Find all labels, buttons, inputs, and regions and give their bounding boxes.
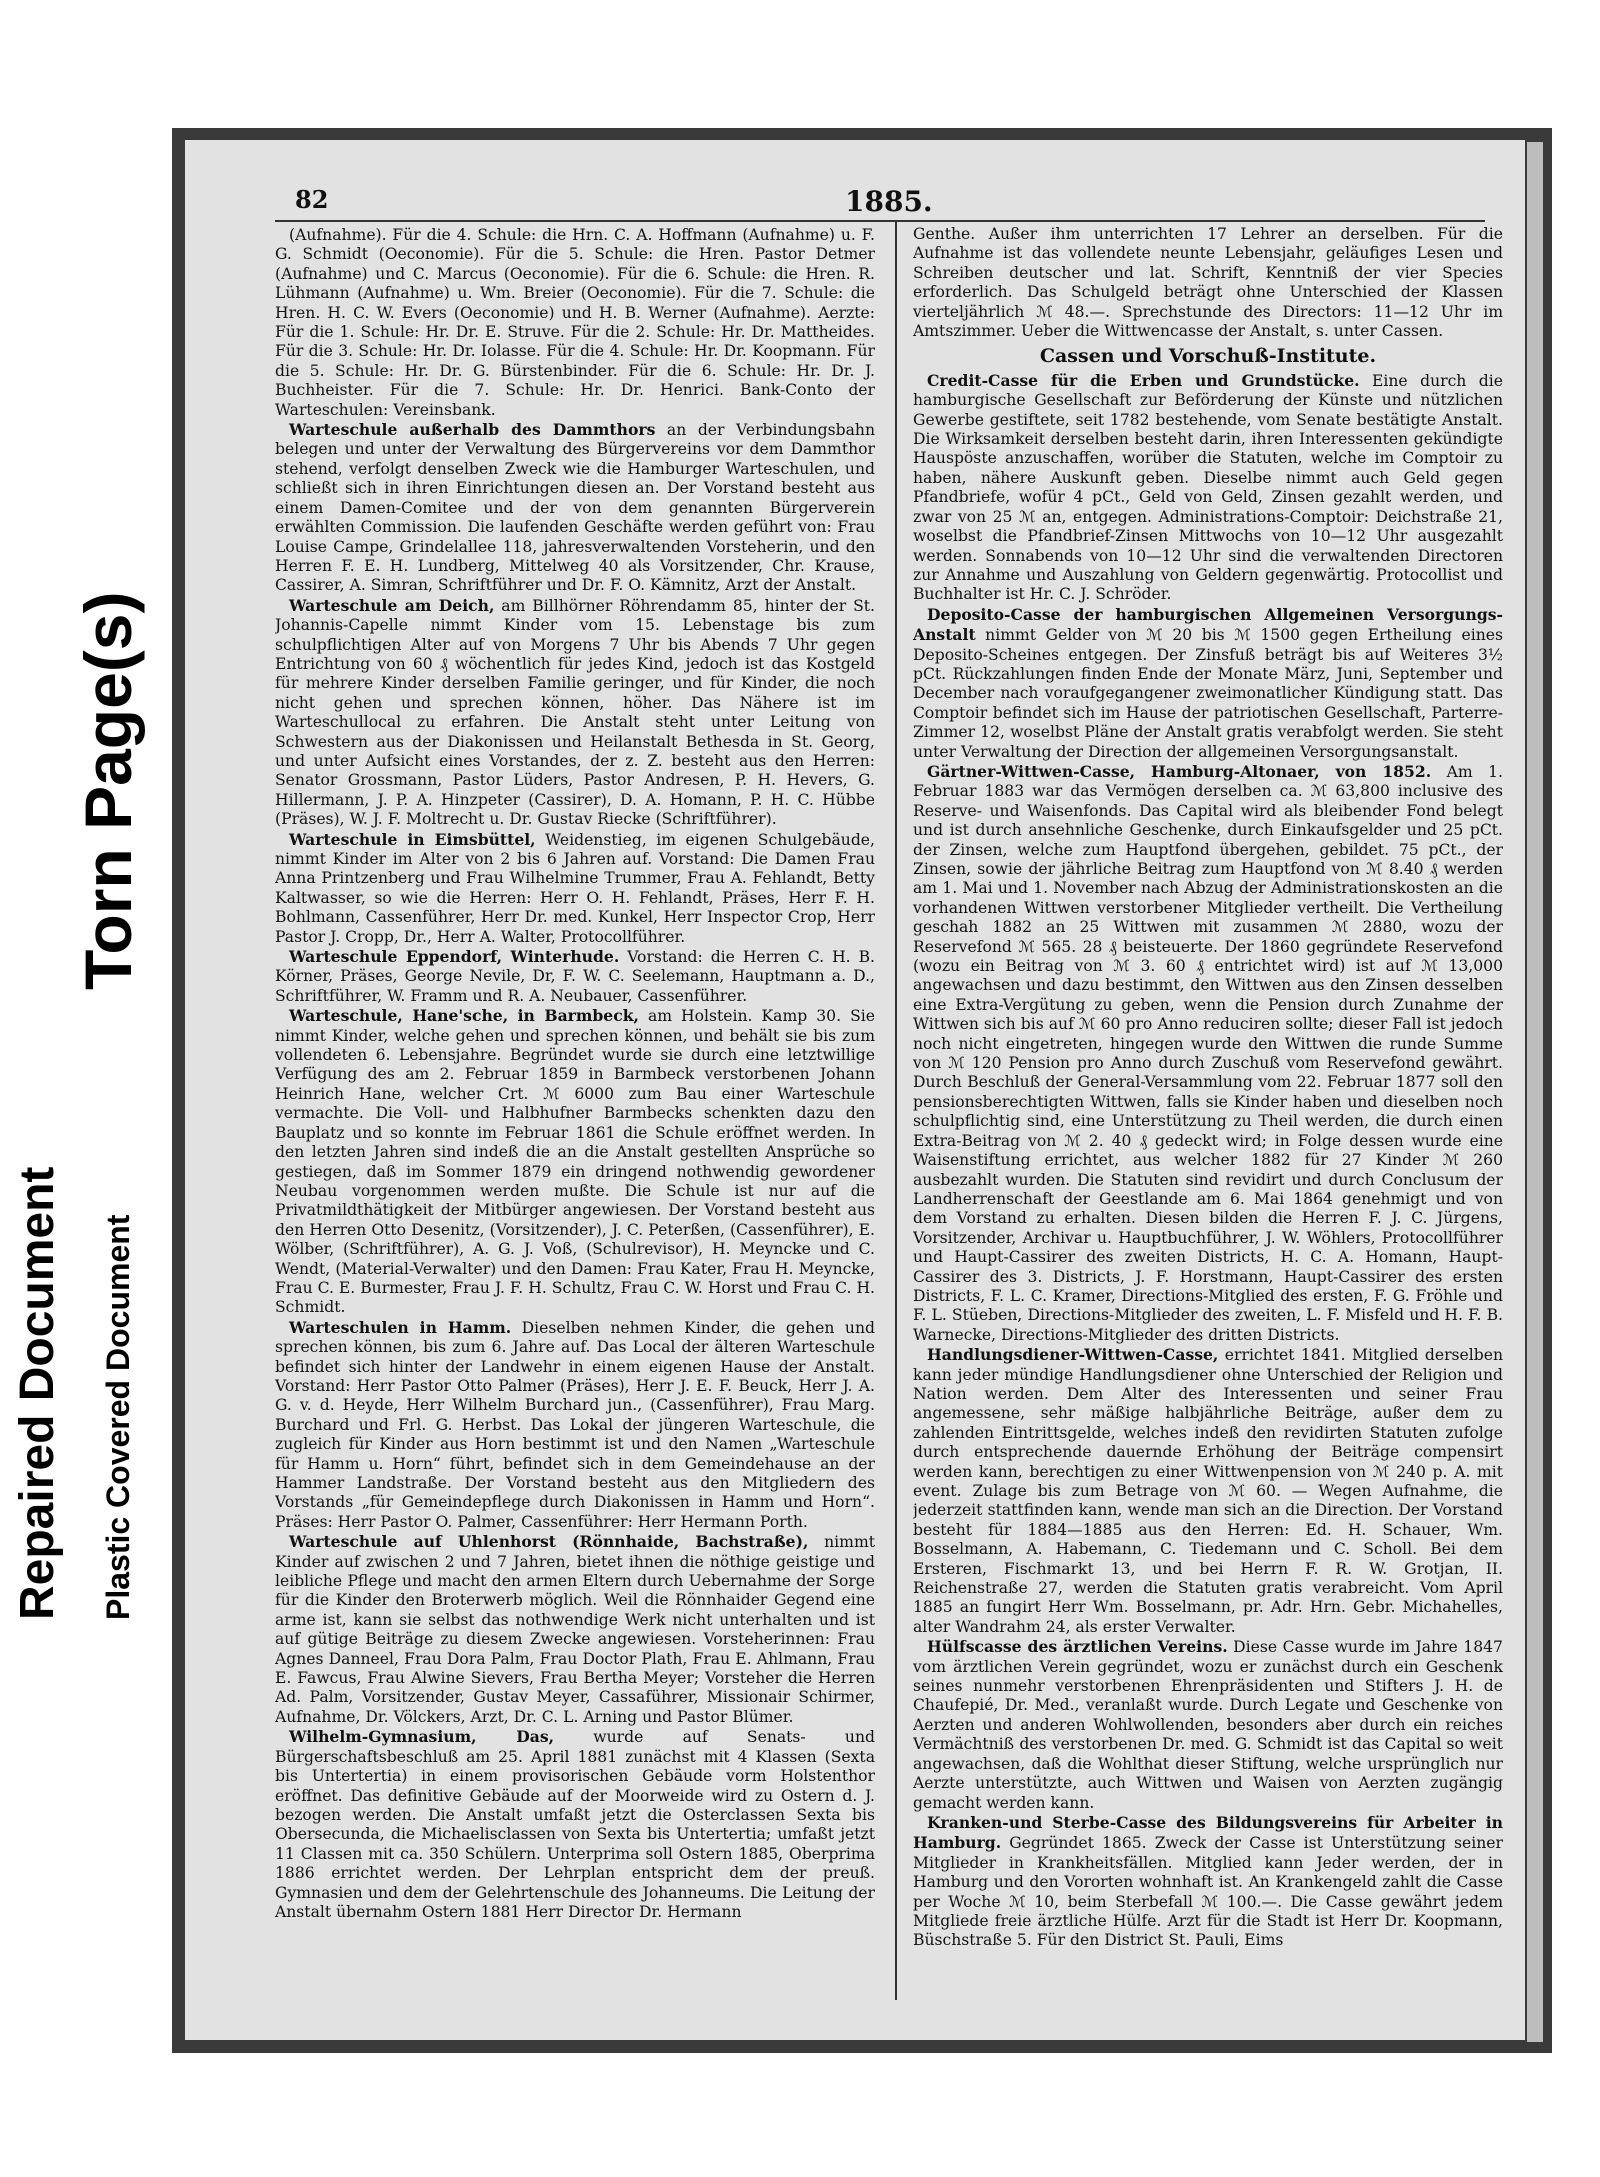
paragraph: Kranken-und Sterbe-Casse des Bildungsvereins für Arbeiter in Hamburg. Gegründet 1865. Zweck der Casse ist Unterstützung seiner Mitglieder in Krankheitsfällen. Mitglied kann Jeder werden, der in Hamburg und den Vororten wohnhaft ist. An Krankengeld zahlt die Casse per Woche ℳ 10, beim Sterbefall ℳ 100.—. Die Casse gewährt jedem Mitgliede freie ärztliche Hülfe. Arzt für die Stadt ist Herr Dr. Koopmann, Büschstraße 5. Für den District St. Pauli, Eims [913,1812,1503,1950]
section-heading: Cassen und Vorschuß-Institute. [1039,345,1377,368]
repaired-document-label: Repaired Document [11,1166,64,1620]
paragraph: Warteschule außerhalb des Dammthors an der Verbindungsbahn belegen und unter der Verwaltung des Bürgervereins vor dem Dammthor stehend, verfolgt denselben Zweck wie die Hamburger Warteschulen, und schließt sich in ihren Einrichtungen diesen an. Der Vorstand besteht aus einem Damen-Comitee und der von dem genannten Bürgerverein erwählten Commission. Die laufenden Geschäfte werden geführt von: Frau Louise Campe, Grindelallee 118, jahresverwaltenden Vorsteherin, und den Herren F. E. H. Lundberg, Mittelweg 40 als Vorsitzender, Chr. Krause, Cassirer, A. Simran, Schriftführer und Dr. F. O. Kämnitz, Arzt der Anstalt. [275,420,875,595]
torn-pages-label: Torn Page(s) [71,591,145,990]
left-column [275,225,875,2015]
page-year: 1885. [845,185,933,218]
archive-stamps [0,0,170,2177]
paragraph: (Aufnahme). Für die 4. Schule: die Hrn. C. A. Hoffmann (Aufnahme) u. F. G. Schmidt (Oeconomie). Für die 5. Schule: die Hren. Pastor Detmer (Aufnahme) und C. Marcus (Oeconomie). Für die 6. Schule: die Hren. R. Lühmann (Aufnahme) u. Wm. Breier (Oeconomie). Für die 7. Schule: die Hren. H. C. W. Evers (Oeconomie) und H. B. Werner (Aufnahme). Aerzte: Für die 1. Schule: Hr. Dr. E. Struve. Für die 2. Schule: Hr. Dr. Mattheides. Für die 3. Schule: Hr. Dr. Iolasse. Für die 4. Schule: Hr. Dr. Koopmann. Für die 5. Schule: Hr. Dr. G. Bürstenbinder. Für die 6. Schule: Hr. Dr. J. Buchheister. Für die 7. Schule: Hr. Dr. Henrici. Bank-Conto der Warteschulen: Vereinsbank. [275,226,875,419]
paragraph: Hülfscasse des ärztlichen Vereins. Diese Casse wurde im Jahre 1847 vom ärztlichen Verein gegründet, wozu er zunächst durch ein Geschenk seines nunmehr verstorbenen Ehrenpräsidenten und Stifters J. H. de Chaufepié, Dr. Med., veranlaßt wurde. Durch Legate und Geschenke von Aerzten und anderen Wohlwollenden, besonders aber durch ein reiches Vermächtniß des verstorbenen Dr. med. G. Schmidt ist das Capital so weit angewachsen, daß die Wohlthat dieser Stiftung, welche ursprünglich nur Aerzte unterstützte, auch Wittwen und Waisen von Aerzten zugängig gemacht werden kann. [913,1637,1503,1812]
paragraph: Warteschule in Eimsbüttel, Weidenstieg, im eigenen Schulgebäude, nimmt Kinder im Alter von 2 bis 6 Jahren auf. Vorstand: Die Damen Frau Anna Printzenberg und Frau Wilhelmine Trummer, Frau A. Fehlandt, Betty Kaltwasser, so wie die Herren: Herr O. H. Fehlandt, Präses, Herr F. H. Bohlmann, Cassenführer, Herr Dr. med. Kunkel, Herr Inspector Crop, Herr Pastor J. Cropp, Dr., Herr A. Walter, Protocollführer. [275,829,875,946]
right-column [913,225,1503,2015]
paragraph: Gärtner-Wittwen-Casse, Hamburg-Altonaer, von 1852. Am 1. Februar 1883 war das Vermögen derselben ca. ℳ 63,800 inclusive des Reserve- und Waisenfonds. Das Capital wird als bleibender Fond belegt und ist durch ansehnliche Geschenke, durch Einkaufsgelder und 25 pCt. der Zinsen, welche zum Hauptfond übergehen, gebildet. 75 pCt., der Zinsen, sowie der jährliche Beitrag zum Hauptfond von ℳ 8.40 ₰ werden am 1. Mai und 1. November nach Abzug der Administrationskosten an die vorhandenen Wittwen verstorbener Mitglieder vertheilt. Die Vertheilung geschah 1882 an 25 Wittwen mit zusammen ℳ 2880, wozu der Reservefond ℳ 565. 28 ₰ beisteuerte. Der 1860 gegründete Reservefond (wozu ein Beitrag von ℳ 3. 60 ₰ entrichtet wird) ist auf ℳ 13,000 angewachsen und dazu bestimmt, den Wittwen aus den Zinsen desselben eine Extra-Vergütung zu geben, wenn die Pension durch Zunahme der Wittwen sich bis auf ℳ 60 pro Anno reduciren sollte; dieser Fall ist jedoch noch nicht eingetreten, hingegen wurde den Wittwen die runde Summe von ℳ 120 Pension pro Anno durch Zuschuß vom Reservefond gewährt. Durch Beschluß der General-Versammlung vom 22. Februar 1877 soll den pensionsberechtigten Wittwen, falls sie Kinder haben und dieselben noch schulpflichtig sind, eine Unterstützung zu Theil werden, die durch einen Extra-Beitrag von ℳ 2. 40 ₰ gedeckt wird; in Folge dessen wurde eine Waisenstiftung errichtet, aus welcher 1882 für 27 Kinder ℳ 260 ausbezahlt wurden. Die Statuten sind revidirt und durch Conclusum der Landherrenschaft der Geestlande am 6. Mai 1864 genehmigt und von dem Vorstand zu erhalten. Diesen bilden die Herren F. J. C. Jürgens, Vorsitzender, Archivar u. Hauptbuchführer, J. W. Wöhlers, Protocollführer und Haupt-Cassirer des zweiten Districts, H. C. A. Homann, Haupt-Cassirer des 3. Districts, J. F. Horstmann, Haupt-Cassirer des ersten Districts, F. L. C. Kramer, Directions-Mitglied des ersten, F. G. Fröhle und F. L. Stüeben, Directions-Mitglieder des zweiten, L. F. Misfeld und H. F. B. Warnecke, Directions-Mitglieder des dritten Districts. [913,761,1503,1344]
paragraph: Warteschule auf Uhlenhorst (Rönnhaide, Bachstraße), nimmt Kinder auf zwischen 2 und 7 Jahren, bietet ihnen die nöthige geistige und leibliche Pflege und macht den armen Eltern durch Uebernahme der Sorge für die Kinder den Broterwerb möglich. Weil die Rönnhaider Gegend eine arme ist, kann sie selbst das nothwendige Werk nicht unterhalten und ist auf gütige Beiträge zu diesem Zwecke angewiesen. Vorsteherinnen: Frau Agnes Danneel, Frau Dora Palm, Frau Doctor Plath, Frau E. Ahlmann, Frau E. Fawcus, Frau Alwine Sievers, Frau Bertha Meyer; Vorsteher die Herren Ad. Palm, Vorsitzender, Gustav Meyer, Cassaführer, Missionair Schirmer, Aufnahme, Dr. Völckers, Arzt, Dr. C. L. Arning und Pastor Blümer. [275,1532,875,1726]
page-edge [1527,142,1543,2042]
paragraph: Warteschulen in Hamm. Dieselben nehmen Kinder, die gehen und sprechen können, bis zum 6. Jahre auf. Das Local der älteren Warteschule befindet sich hinter der Landwehr in einem eigenen Hause der Anstalt. Vorstand: Herr Pastor Otto Palmer (Präses), Herr J. E. F. Beuck, Herr J. A. G. v. d. Heyde, Herr Wilhelm Burchard jun., (Cassenführer), Frau Marg. Burchard und Frl. G. Herbst. Das Lokal der jüngeren Warteschule, die zugleich für Kinder aus Horn bestimmt ist und den Namen „Warteschule für Hamm u. Horn“ führt, befindet sich in dem Gemeindehause an der Hammer Landstraße. Der Vorstand besteht aus den Mitgliedern des Vorstands „für Gemeindepflege durch Diakonissen in Hamm und Horn“. Präses: Herr Pastor O. Palmer, Cassenführer: Herr Hermann Porth. [275,1317,875,1531]
header-rule [275,220,1485,222]
paragraph: Deposito-Casse der hamburgischen Allgemeinen Versorgungs-Anstalt nimmt Gelder von ℳ 20 bis ℳ 1500 gegen Ertheilung eines Deposito-Scheines entgegen. Der Zinsfuß beträgt bis auf Weiteres 3½ pCt. Rückzahlungen finden Ende der Monate März, Juni, September und December nach voraufgegangener zweimonatlicher Kündigung statt. Das Comptoir befindet sich im Hause der patriotischen Gesellschaft, Parterre-Zimmer 12, woselbst Pläne der Anstalt gratis verabfolgt werden. Sie steht unter Verwaltung der Direction der allgemeinen Versorgungsanstalt. [913,604,1503,761]
paragraph: Warteschule, Hane'sche, in Barmbeck, am Holstein. Kamp 30. Sie nimmt Kinder, welche gehen und sprechen können, und behält sie bis zum vollendeten 6. Lebensjahre. Begründet wurde sie durch eine letztwillige Verfügung des am 2. Februar 1859 in Barmbeck verstorbenen Johann Heinrich Hane, welcher Crt. ℳ 6000 zum Bau einer Warteschule vermachte. Die Voll- und Halbhufner Barmbecks schenkten dazu den Bauplatz und so konnte im Februar 1861 die Schule eröffnet werden. In den letzten Jahren sind indeß die an die Anstalt gestellten Ansprüche so gestiegen, daß im Sommer 1879 ein dringend nothwendig gewordener Neubau vorgenommen werden mußte. Die Schule ist nur auf die Privatmildthätigkeit der Mitbürger angewiesen. Der Vorstand besteht aus den Herren Otto Desenitz, (Vorsitzender), J. C. Peterßen, (Cassenführer), E. Wölber, (Schriftführer), A. G. J. Voß, (Schulrevisor), H. Meyncke und C. Wendt, (Material-Verwalter) und den Damen: Frau Kater, Frau H. Meyncke, Frau C. E. Burmester, Frau J. F. H. Schultz, Frau C. W. Horst und Frau C. H. Schmidt. [275,1006,875,1317]
paragraph: Genthe. Außer ihm unterrichten 17 Lehrer an derselben. Für die Aufnahme ist das vollendete neunte Lebensjahr, geläufiges Lesen und Schreiben deutscher und lat. Schrift, Kenntniß der vier Species erforderlich. Das Schulgeld beträgt ohne Unterschied der Klassen vierteljährlich ℳ 48.—. Sprechstunde des Directors: 11—12 Uhr im Amtszimmer. Ueber die Wittwencasse der Anstalt, s. unter Cassen. [913,225,1503,341]
paragraph: Handlungsdiener-Wittwen-Casse, errichtet 1841. Mitglied derselben kann jeder mündige Handlungsdiener ohne Unterschied der Religion und Nation werden. Dem Alter des Interessenten und seiner Frau angemessene, sehr mäßige halbjährliche Beiträge, außer dem zu zahlenden Eintrittsgelde, welches indeß den revidirten Statuten zufolge durch entsprechende dauernde Erhöhung der Beiträge compensirt werden kann, berechtigen zu einer Wittwenpension von ℳ 240 p. A. mit event. Zulage bis zum Betrage von ℳ 60. — Wegen Aufnahme, die jederzeit stattfinden kann, wende man sich an die Direction. Der Vorstand besteht für 1884—1885 aus den Herren: Ed. H. Schauer, Wm. Bosselmann, A. Habemann, C. Tiedemann und C. Scholl. Bei dem Ersteren, Fischmarkt 13, und bei Herrn F. R. W. Grotjan, II. Reichenstraße 27, werden die Statuten gratis verabreicht. Vom April 1885 an fungirt Herr Wm. Bosselmann, pr. Adr. Hrn. Gebr. Michahelles, alter Wandrahm 24, als erster Verwalter. [913,1345,1503,1636]
page-number: 82 [295,185,329,214]
document-page [185,140,1525,2040]
paragraph: Credit-Casse für die Erben und Grundstücke. Eine durch die hamburgische Gesellschaft zur Beförderung der Künste und nützlichen Gewerbe gestiftete, seit 1782 bestehende, vom Senate bestätigte Anstalt. Die Wirksamkeit derselben besteht darin, ihren Interessenten gekündigte Hauspöste anzuschaffen, worüber die Statuten, welche im Comptoir zu haben, nähere Auskunft geben. Dieselbe nimmt auch Geld gegen Pfandbriefe, wofür 4 pCt., Geld von Geld, Zinsen gezahlt werden, und zwar von 25 ℳ an, entgegen. Administrations-Comptoir: Deichstraße 21, woselbst die Pfandbrief-Zinsen Mittwochs von 10—12 Uhr ausgezahlt werden. Sonnabends von 10—12 Uhr sind die verwaltenden Directoren zur Annahme und Auszahlung von Geldern gegenwärtig. Protocollist und Buchhalter ist Hr. C. J. Schröder. [913,370,1503,604]
paragraph: Warteschule am Deich, am Billhörner Röhrendamm 85, hinter der St. Johannis-Capelle nimmt Kinder vom 15. Lebenstage bis zum schulpflichtigen Alter auf von Morgens 7 Uhr bis Abends 7 Uhr gegen Entrichtung von 60 ₰ wöchentlich für jedes Kind, jedoch ist das Kostgeld für mehrere Kinder derselben Familie geringer, und für Kinder, die noch nicht gehen und sprechen können, höher. Das Nähere ist im Warteschullocal zu erfahren. Die Anstalt steht unter Leitung von Schwestern aus der Diakonissen und Heilanstalt Bethesda in St. Georg, und unter Aufsicht eines Vorstandes, der z. Z. besteht aus den Herren: Senator Grossmann, Pastor Lüders, Pastor Andresen, P. H. Hevers, G. Hillermann, J. P. A. Hinzpeter (Cassirer), D. A. Homann, P. H. C. Hübbe (Präses), W. J. F. Moltrecht u. Dr. Gustav Riecke (Schriftführer). [275,595,875,829]
paragraph: Warteschule Eppendorf, Winterhude. Vorstand: die Herren C. H. B. Körner, Präses, George Nevile, Dr, F. W. C. Seelemann, Hauptmann a. D., Schriftführer, W. Framm und R. A. Neubauer, Cassenführer. [275,947,875,1005]
plastic-covered-label: Plastic Covered Document [100,1214,136,1620]
column-divider [895,220,897,2000]
page-header [185,185,1525,225]
paragraph: Wilhelm-Gymnasium, Das, wurde auf Senats- und Bürgerschaftsbeschluß am 25. April 1881 zunächst mit 4 Klassen (Sexta bis Untertertia) in einem provisorischen Gebäude vorm Holstenthor eröffnet. Das definitive Gebäude auf der Moorweide wird zu Ostern d. J. bezogen werden. Die Anstalt umfaßt jetzt die Osterclassen Sexta bis Obersecunda, die Michaelisclassen von Sexta bis Untertertia; umfaßt jetzt 11 Classen mit ca. 350 Schülern. Unterprima soll Ostern 1885, Oberprima 1886 errichtet werden. Der Lehrplan entspricht dem der preuß. Gymnasien und dem der Gelehrtenschule des Johanneums. Die Leitung der Anstalt übernahm Ostern 1881 Herr Director Dr. Hermann [275,1727,875,1921]
